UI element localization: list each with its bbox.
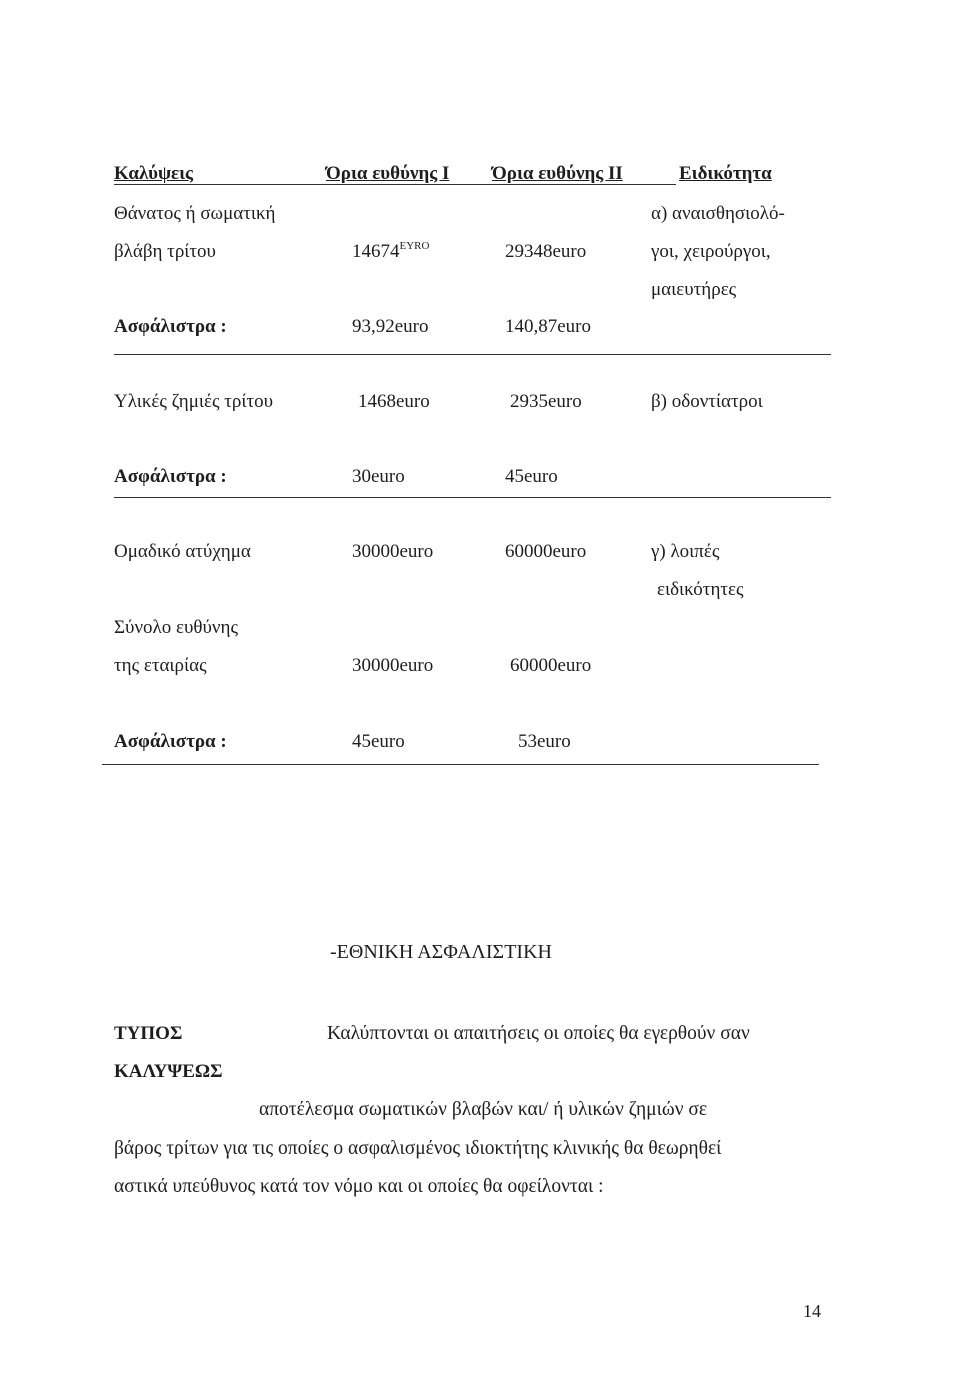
s3-premium-2: 53euro — [518, 731, 571, 752]
header-limit-2: Όρια ευθύνης ΙΙ — [492, 163, 623, 184]
s3-limit-1: 30000euro — [352, 541, 434, 562]
coverage-text-line1: Καλύπτονται οι απαιτήσεις οι οποίες θα εγερθούν σαν — [327, 1023, 750, 1044]
s2-limit-1: 1468euro — [358, 391, 430, 412]
s1-label-line2: βλάβη τρίτου — [114, 241, 216, 262]
s3-total-line2: της εταιρίας — [114, 655, 207, 676]
s2-premium-2: 45euro — [505, 466, 558, 487]
s1-limit-1: $14674^{EYRO}$ — [352, 240, 430, 262]
s3-spec-line2: ειδικότητες — [657, 579, 744, 600]
s3-total-1: 30000euro — [352, 655, 434, 676]
s1-premium-1: 93,92euro — [352, 316, 429, 337]
s3-premium-1: 45euro — [352, 731, 405, 752]
s3-label: Ομαδικό ατύχημα — [114, 541, 251, 562]
s1-spec-line3: μαιευτήρες — [651, 279, 737, 300]
s3-limit-2: 60000euro — [505, 541, 587, 562]
coverage-text-line3: βάρος τρίτων για τις οποίες ο ασφαλισμένος ιδιοκτήτης κλινικής θα θεωρηθεί — [114, 1138, 722, 1159]
s1-premium-label: Ασφάλιστρα : — [114, 316, 227, 337]
coverage-type-label-line1: ΤΥΠΟΣ — [114, 1023, 183, 1044]
s1-premium-2: 140,87euro — [505, 316, 592, 337]
s2-divider — [114, 497, 831, 498]
s1-spec-line1: α) αναισθησιολό- — [651, 203, 785, 224]
s2-label: Υλικές ζημιές τρίτου — [114, 391, 274, 412]
header-specialty: Ειδικότητα — [679, 163, 772, 184]
header-coverages: Καλύψεις — [114, 163, 194, 184]
s3-total-line1: Σύνολο ευθύνης — [114, 617, 238, 638]
header-limit-1: Όρια ευθύνης Ι — [326, 163, 450, 184]
s1-spec-line2: γοι, χειρούργοι, — [651, 241, 771, 262]
s2-premium-1: 30euro — [352, 466, 405, 487]
company-title: -ΕΘΝΙΚΗ ΑΣΦΑΛΙΣΤΙΚΗ — [330, 941, 552, 963]
header-underline — [114, 184, 676, 185]
s3-spec-line1: γ) λοιπές — [651, 541, 720, 562]
s2-limit-2: 2935euro — [510, 391, 582, 412]
s1-divider — [114, 354, 831, 355]
s3-premium-label: Ασφάλιστρα : — [114, 731, 227, 752]
coverage-text-line2: αποτέλεσμα σωματικών βλαβών και/ ή υλικών ζημιών σε — [259, 1099, 708, 1120]
s2-premium-label: Ασφάλιστρα : — [114, 466, 227, 487]
coverage-type-label-line2: ΚΑΛΥΨΕΩΣ — [114, 1061, 223, 1082]
s1-limit-2: 29348euro — [505, 241, 587, 262]
s1-label-line1: Θάνατος ή σωματική — [114, 203, 276, 224]
coverage-text-line4: αστικά υπεύθυνος κατά τον νόμο και οι οποίες θα οφείλονται : — [114, 1176, 604, 1197]
s3-divider — [102, 764, 819, 765]
page-number: 14 — [803, 1301, 821, 1321]
s3-total-2: 60000euro — [510, 655, 592, 676]
s2-spec: β) οδοντίατροι — [651, 391, 763, 412]
